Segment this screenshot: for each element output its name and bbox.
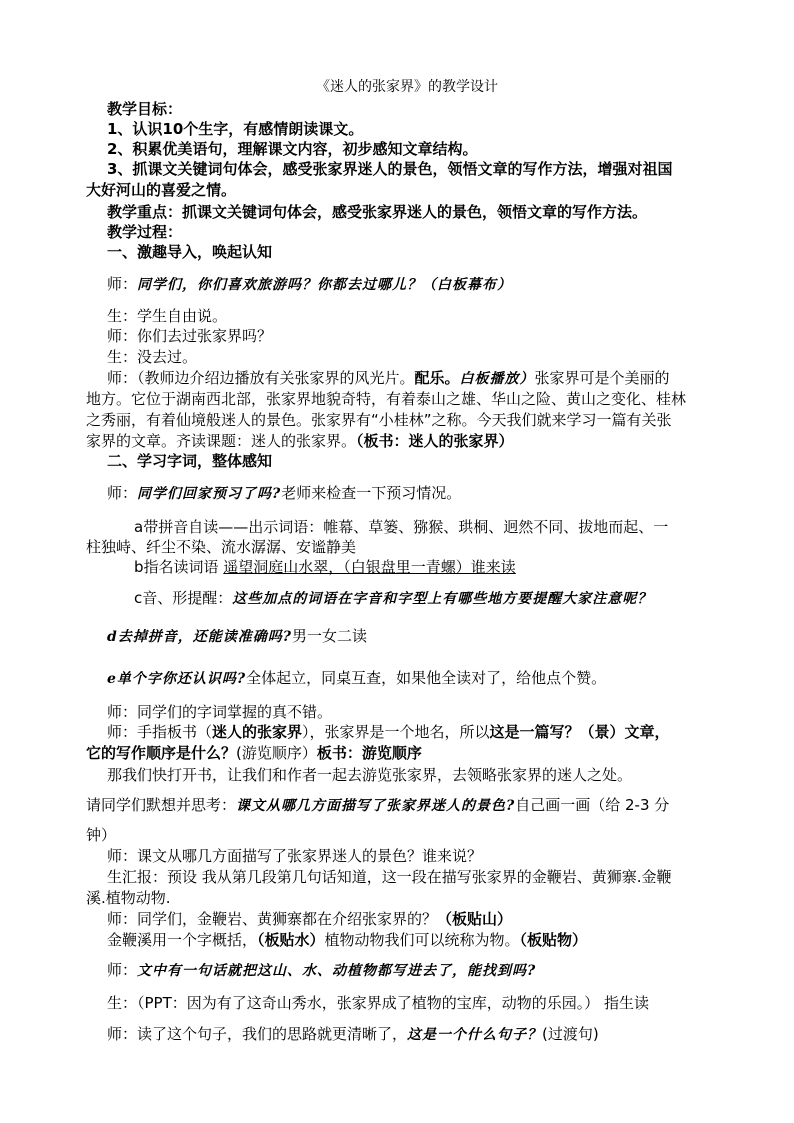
handwritten-text: 同学们，你们喜欢旅游吗？你都去过哪儿？（白板幕布） <box>137 277 513 293</box>
text-run: 请同学们默想并思考： <box>86 796 237 814</box>
goals-heading: 教学目标： <box>107 100 183 118</box>
part1-heading: 一、激趣导入，唤起认知 <box>107 243 273 261</box>
bold-run: （板贴山） <box>437 910 513 928</box>
part2-d <box>107 626 367 647</box>
handwritten-text: 这是一个什么句子？ <box>407 1027 543 1043</box>
goal-2: 2、积累优美语句，理解课文内容，初步感知文章结构。 <box>107 140 478 158</box>
bold-run: 迷人的张家界 <box>212 723 303 741</box>
speaker-label: 师： <box>107 484 138 502</box>
bold-run: （板书：迷人的张家界） <box>356 432 514 450</box>
handwritten-text: 白板播放） <box>459 371 535 387</box>
part2-teacher-3 <box>107 722 670 742</box>
bold-run: 它的写作顺序是什么？ <box>86 744 237 762</box>
part2-student-report-line2: 溪.植物动物. <box>86 889 171 907</box>
text-run: 师：（教师边介绍边播放有关张家界的风光片。 <box>107 369 415 387</box>
part2-student-8: 生：（PPT：因为有了这奇山秀水，张家界成了植物的宝库，动物的乐园。） 指生读 <box>107 994 650 1012</box>
handwritten-text: 同学们回家预习了吗? <box>137 486 282 502</box>
goal-1: 1、认识10个生字，有感情朗读课文。 <box>107 120 364 138</box>
part2-e <box>107 668 606 689</box>
bold-run: （板贴物） <box>519 931 588 949</box>
text-run: 全体起立，同桌互查，如果他全读对了，给他点个赞。 <box>246 669 607 687</box>
key-point: 教学重点：抓课文关键词句体会，感受张家界迷人的景色，领悟文章的写作方法。 <box>107 203 648 221</box>
text-run: 自己画一画（给 2-3 分 <box>515 796 670 814</box>
handwritten-text: 这些加点的词语在字音和字型上有哪些地方要提醒大家注意呢？ <box>232 591 653 607</box>
text-run: 师：手指板书（ <box>107 723 213 741</box>
part2-teacher-3-line2 <box>86 743 422 763</box>
text-run: 家界的文章。齐读课题：迷人的张家界。 <box>86 432 357 450</box>
part2-student-report: 生汇报：预设 我从第几段第几句话知道，这一段在描写张家界的金鞭岩、黄狮寨.金鞭 <box>107 868 672 886</box>
bold-run: （板贴水） <box>257 931 325 949</box>
part2-c <box>134 588 652 609</box>
part1-student-1: 生：学生自由说。 <box>107 307 228 325</box>
text-run: 师：读了这个句子，我们的思路就更清晰了， <box>107 1025 408 1043</box>
doc-title: 《迷人的张家界》的教学设计 <box>316 79 498 95</box>
handwritten-text: e单个字你还认识吗? <box>107 671 247 687</box>
part2-question <box>86 795 669 816</box>
text-run: 张家界可是个美丽的 <box>534 369 670 387</box>
text-run: (游览顺序） <box>236 744 317 762</box>
text-run: (过渡句) <box>542 1025 599 1043</box>
handwritten-text: 课文从哪几方面描写了张家界迷人的景色? <box>236 798 516 814</box>
part1-teacher-3 <box>107 368 670 389</box>
bold-run: 这是一篇写？（景）文章， <box>489 723 670 741</box>
part2-a-line1: a带拼音自读——出示词语：帷幕、草篓、猕猴、珙桐、迥然不同、拔地而起、一 <box>134 518 669 536</box>
handwritten-text: 文中有一句话就把这山、水、动植物都写进去了，能找到吗? <box>137 963 537 979</box>
part2-heading: 二、学习字词，整体感知 <box>107 452 273 470</box>
text-run: 植物动物我们可以统称为物。 <box>324 931 520 949</box>
text-run: ），张家界是一个地名，所以 <box>302 723 490 741</box>
part1-teacher-3-line3: 之秀丽，有着仙境般迷人的景色。张家界有“小桂林”之称。今天我们就来学习一篇有关张 <box>86 411 672 429</box>
text-run: 师：同学们，金鞭岩、黄狮寨都在介绍张家界的？ <box>107 910 438 928</box>
part2-teacher-7 <box>107 930 587 950</box>
bold-run: 配乐。 <box>414 369 460 387</box>
part1-teacher-3-line4 <box>86 431 514 451</box>
text-run: 金鞭溪用一个字概括， <box>107 931 258 949</box>
goal-3-line2: 大好河山的喜爱之情。 <box>86 181 237 199</box>
part2-question-line2: 钟） <box>86 826 117 844</box>
part2-teacher-8 <box>107 960 536 981</box>
process-heading: 教学过程： <box>107 223 183 241</box>
speaker-label: 师： <box>107 275 138 293</box>
part2-teacher-1 <box>107 483 461 504</box>
part1-teacher-2: 师：你们去过张家界吗？ <box>107 327 273 345</box>
part1-teacher-1 <box>107 274 512 295</box>
text-run: 老师来检查一下预习情况。 <box>281 484 462 502</box>
part2-a-line2: 柱独峙、纤尘不染、流水潺潺、安谧静美 <box>86 538 357 556</box>
part1-student-2: 生：没去过。 <box>107 348 198 366</box>
text-run: c音、形提醒： <box>134 589 233 607</box>
bold-run: 板书：游览顺序 <box>316 744 422 762</box>
part2-teacher-9 <box>107 1024 599 1045</box>
handwritten-text: d去掉拼音，还能读准确吗? <box>107 629 292 645</box>
part2-b <box>134 557 516 577</box>
speaker-label: 师： <box>107 961 138 979</box>
text-run: b指名读词语 <box>134 558 224 576</box>
part2-teacher-2: 师：同学们的字词掌握的真不错。 <box>107 703 333 721</box>
part2-teacher-5: 师：课文从哪几方面描写了张家界迷人的景色？谁来说？ <box>107 847 483 865</box>
part2-teacher-4: 那我们快打开书，让我们和作者一起去游览张家界，去领略张家界的迷人之处。 <box>107 766 633 784</box>
underlined-text: 遥望洞庭山水翠，（白银盘里一青螺）谁来读 <box>223 558 516 576</box>
part2-teacher-6 <box>107 909 512 929</box>
part1-teacher-3-line2: 地方。它位于湖南西北部，张家界地貌奇特，有着泰山之雄、华山之险、黄山之变化、桂林 <box>86 390 687 408</box>
goal-3-line1: 3、抓课文关键词句体会，感受张家界迷人的景色，领悟文章的写作方法，增强对祖国 <box>107 160 673 178</box>
text-run: 男一女二读 <box>292 627 368 645</box>
